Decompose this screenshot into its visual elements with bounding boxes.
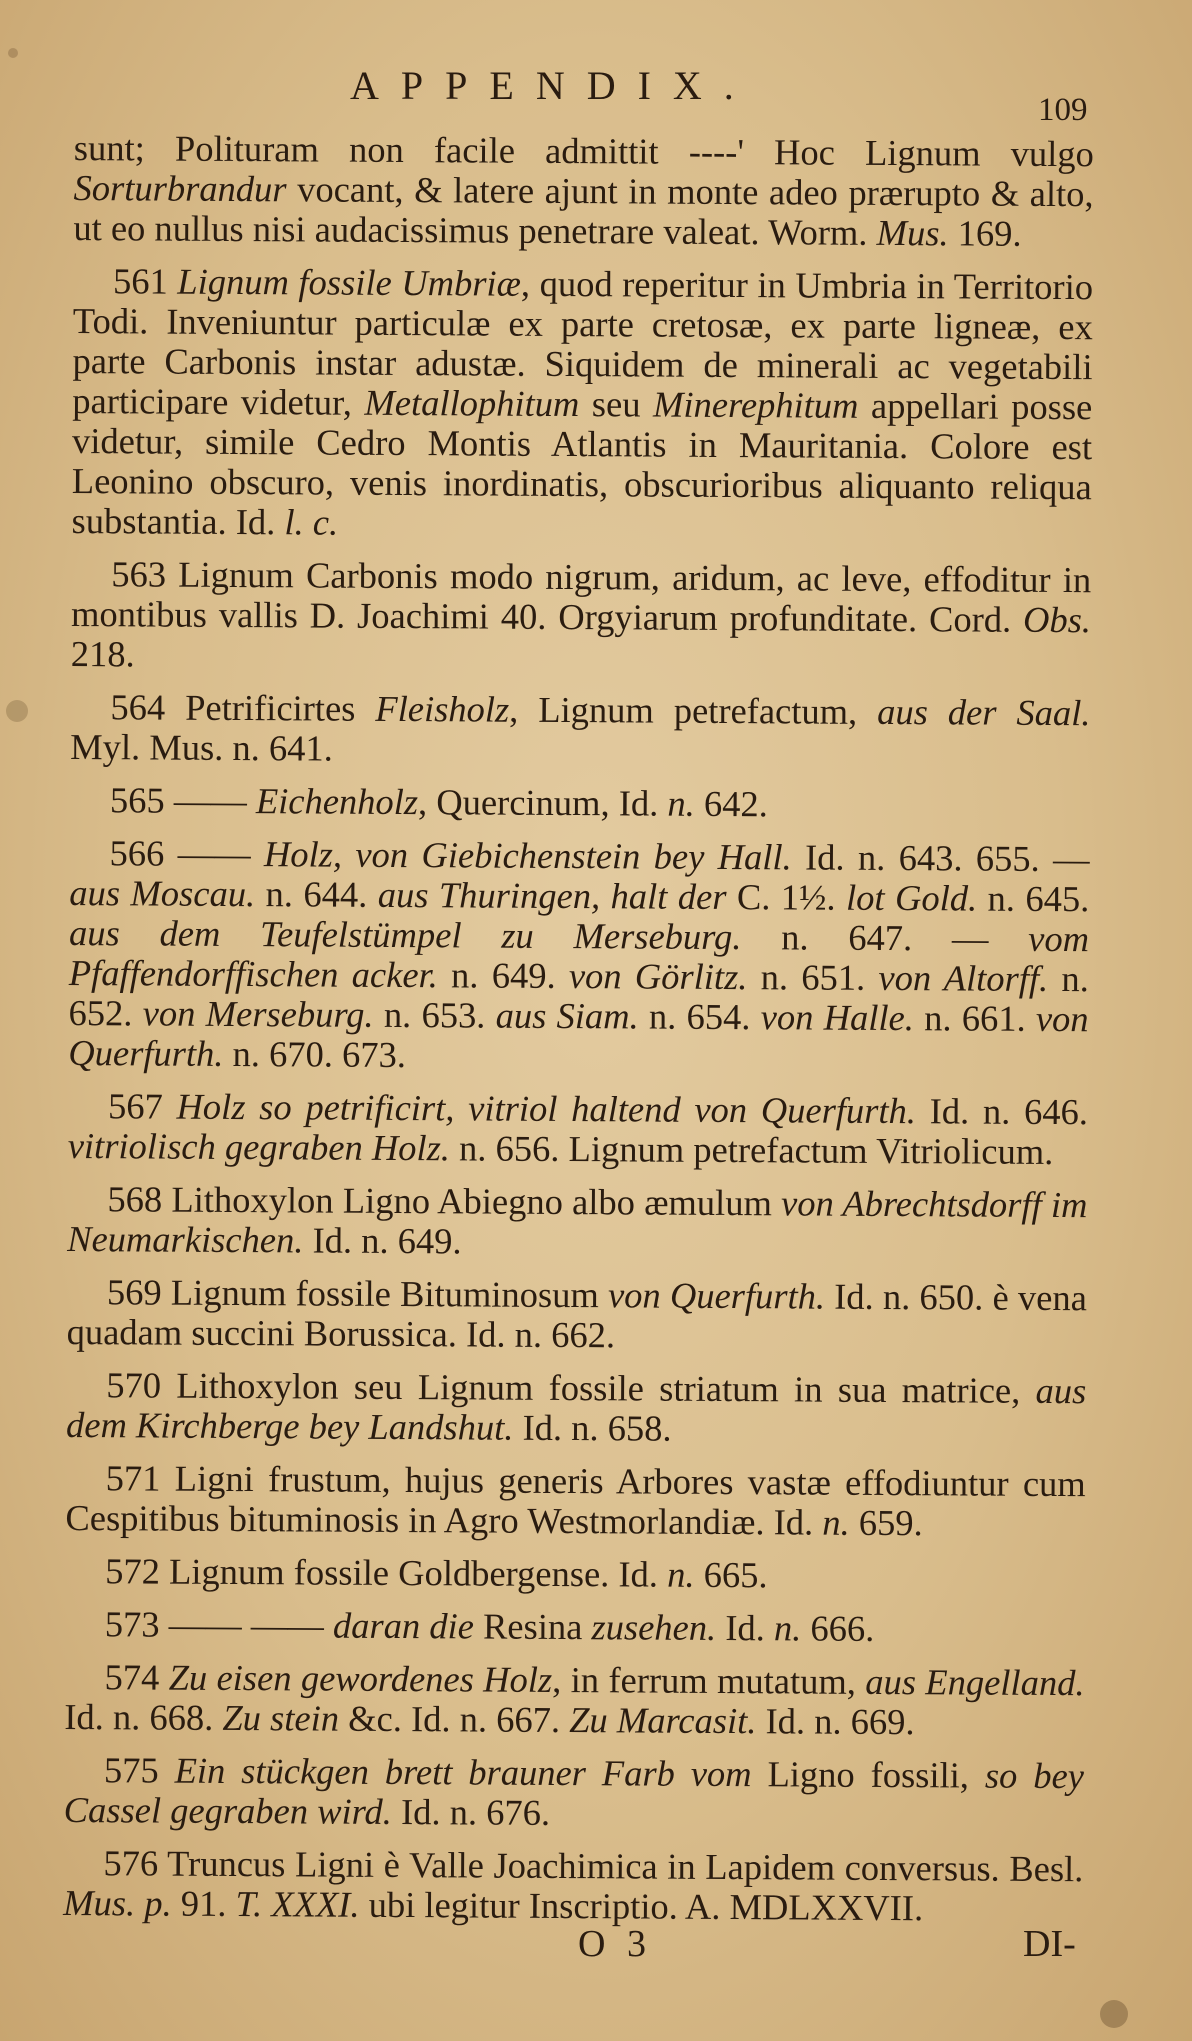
italic-text: Minerephitum — [652, 383, 859, 426]
text-run: ubi legitur Inscriptio. A. MDLXXVII. — [359, 1883, 924, 1929]
italic-text: Holz, von Giebichenstein bey Hall. — [263, 833, 792, 878]
catalog-entry — [67, 1272, 1087, 1358]
text-run: 575 — [103, 1749, 175, 1791]
italic-text: lot Gold. — [845, 876, 978, 919]
text-run: 91. — [171, 1882, 236, 1925]
italic-text: aus dem Teufelstümpel zu Merseburg. — [68, 911, 742, 958]
text-run: 574 — [104, 1656, 169, 1698]
catalog-entry — [65, 1551, 1085, 1597]
italic-text: von Querfurth. — [607, 1274, 826, 1317]
text-run: n. 645. — [977, 877, 1090, 920]
text-run: , in ferrum mutatum, — [552, 1658, 866, 1702]
text-run: n. 656. Lignum petrefactum Vitriolicum. — [449, 1127, 1054, 1173]
text-run: Id. n. 668. — [64, 1695, 223, 1738]
italic-text: vitriolisch gegraben Holz. — [67, 1124, 451, 1169]
text-run: 218. — [70, 632, 135, 675]
italic-text: Mus. p. — [63, 1881, 172, 1924]
text-run: Id. n. 649. — [303, 1219, 462, 1262]
catalog-entry — [70, 780, 1090, 826]
text-run: n. 651. — [747, 956, 879, 998]
text-run: , Lignum petrefactum, — [509, 688, 878, 732]
text-run: n. 670. 673. — [223, 1032, 407, 1076]
text-run: 642. — [694, 782, 768, 825]
italic-text: von Merseburg. — [142, 992, 374, 1035]
italic-text: Lignum fossile Umbriæ — [177, 260, 522, 304]
italic-text: Sorturbrandur — [73, 166, 287, 210]
text-run: Id. n. 650. è vena quadam succini Borussica. Id. n. 662. — [66, 1275, 1087, 1356]
italic-text: Zu stein — [222, 1696, 340, 1739]
italic-text: l. c. — [284, 501, 339, 543]
paper-stain — [6, 700, 28, 722]
text-run: , quod reperitur in Umbria in Territorio Todi. Inveniuntur particulæ ex parte cretosæ, ex parte ligneæ, ex parte Carbonis instar adustæ. Siquidem de minerali ac vegetabili participare videtur, — [72, 262, 1094, 423]
text-run: Id. n. 658. — [513, 1406, 672, 1449]
italic-text: aus dem Kirchberge bey Landshut. — [65, 1369, 1087, 1448]
text-run: n. 653. — [373, 993, 496, 1036]
text-run: n. 652. — [68, 957, 1089, 1034]
italic-text: von Querfurth. — [68, 997, 1089, 1074]
catalog-entry — [67, 1179, 1087, 1265]
text-run: n. 654. — [638, 995, 761, 1038]
text-run: 564 Petrificirtes — [110, 686, 376, 729]
italic-text: aus Siam. — [495, 994, 639, 1037]
italic-text: aus der Saal. — [877, 690, 1091, 734]
italic-text: von Halle. — [760, 996, 915, 1039]
text-run: 569 Lignum fossile Bituminosum — [106, 1271, 609, 1316]
italic-text: Ein stückgen brett brauner Farb vom — [174, 1749, 752, 1795]
italic-text: von Abrechtsdorff im Neumarkischen. — [67, 1182, 1088, 1261]
text-run: 566 —— — [109, 832, 265, 875]
text-run: C. 1½. — [726, 876, 847, 918]
text-run: n. 661. — [913, 997, 1037, 1039]
catalog-entry — [64, 1750, 1084, 1836]
text-run: Id. n. 676. — [391, 1790, 551, 1833]
text-run: Myl. Mus. n. 641. — [70, 725, 333, 769]
italic-text: Mus. — [876, 211, 949, 254]
text-run: 565 —— — [109, 779, 257, 822]
text-run: n. 644. — [255, 873, 378, 915]
italic-text: aus Thuringen, halt der — [377, 873, 727, 917]
italic-text: zusehen. — [591, 1606, 717, 1648]
text-run: vocant, & latere ajunt in monte adeo prærupto & alto, ut eo nullus nisi audacissimus penetrare valeat. Worm. — [73, 168, 1094, 253]
italic-text: daran die — [332, 1604, 475, 1647]
text-run: n. 649. — [437, 954, 570, 997]
paper-stain — [8, 48, 18, 58]
italic-text: vom Pfaffendorffischen acker. — [68, 917, 1090, 996]
catalog-entry — [68, 1086, 1088, 1172]
catalog-entry — [64, 1657, 1084, 1743]
italic-text: n. — [667, 1553, 695, 1595]
text-run: 563 Lignum Carbonis modo nigrum, aridum, ac leve, effoditur in montibus vallis D. Joachimi 40. Orgyiarum profunditate. Cord. — [70, 553, 1092, 640]
text-run: 561 — [112, 260, 178, 302]
italic-text: Obs. — [1022, 598, 1092, 641]
text-run: 573 —— —— — [104, 1603, 334, 1646]
italic-text: Fleisholz — [375, 687, 510, 730]
body-text — [63, 128, 1094, 1942]
italic-text: von Görlitz. — [568, 955, 748, 998]
text-run: sunt; Polituram non facile admittit ----' Hoc Lignum vulgo — [73, 127, 1094, 175]
text-run: 572 Lignum fossile Goldbergense. Id. — [105, 1550, 668, 1595]
catalog-entry — [70, 687, 1090, 773]
text-run: Resina — [473, 1605, 592, 1648]
italic-text: Zu Marcasit. — [569, 1699, 757, 1742]
text-run: , Quercinum, Id. — [417, 781, 668, 824]
paper-stain — [1100, 2000, 1128, 2028]
italic-text: Zu eisen gewordenes Holz — [168, 1656, 553, 1700]
catalog-entry — [68, 833, 1089, 1079]
italic-text: von Altorff. — [878, 956, 1049, 999]
page-footer — [578, 1922, 1098, 1966]
text-run: Id. n. 669. — [756, 1700, 915, 1743]
catalog-entry — [65, 1458, 1085, 1544]
italic-text: n. — [822, 1501, 850, 1543]
text-run: 576 Truncus Ligni è Valle Joachimica in Lapidem conversus. Besl. — [103, 1842, 1084, 1890]
signature-mark: O 3 — [578, 1923, 652, 1965]
text-run: 571 Ligni frustum, hujus generis Arbores vastæ effodiuntur cum Cespitibus bituminosis in Agro Westmorlandiæ. Id. — [65, 1457, 1086, 1543]
italic-text: n. — [773, 1607, 802, 1649]
italic-text: aus Engelland. — [865, 1660, 1085, 1704]
text-run: 659. — [849, 1501, 923, 1544]
text-run: Id. n. 646. — [915, 1090, 1089, 1133]
text-run: 666. — [801, 1607, 875, 1649]
continued-paragraph — [73, 128, 1094, 254]
catalog-entry — [71, 261, 1093, 547]
italic-text: Metallophitum — [364, 381, 580, 425]
catchword: DI- — [1023, 1923, 1076, 1965]
text-run: Id. n. 643. 655. — — [791, 836, 1090, 880]
running-header: APPENDIX. — [350, 63, 756, 108]
text-run: 665. — [694, 1553, 768, 1596]
italic-text: Eichenholz — [255, 780, 419, 823]
catalog-entry — [66, 1365, 1086, 1451]
page-number: 109 — [1038, 92, 1088, 128]
italic-text: T. XXXI. — [235, 1883, 360, 1925]
text-run: appellari posse videtur, simile Cedro Montis Atlantis in Mauritania. Colore est Leonino obscuro, venis inordinatis, obscurioribus aliquanto reliqua substantia. Id. — [71, 384, 1093, 543]
text-run: n. 647. — — [741, 916, 1029, 959]
italic-text: so bey Cassel gegraben wird. — [63, 1754, 1085, 1832]
text-run: Id. — [716, 1606, 775, 1649]
text-run: &c. Id. n. 667. — [338, 1697, 570, 1741]
italic-text: n. — [667, 782, 695, 824]
text-run: 568 Lithoxylon Ligno Abiegno albo æmulum — [107, 1178, 782, 1224]
catalog-entry — [63, 1843, 1083, 1929]
italic-text: aus Moscau. — [69, 871, 256, 915]
text-run: Ligno fossili, — [751, 1753, 986, 1796]
catalog-entry — [65, 1604, 1085, 1650]
catalog-entry — [71, 554, 1092, 680]
text-run: 570 Lithoxylon seu Lignum fossile striatum in sua matrice, — [106, 1364, 1036, 1411]
text-run: seu — [579, 383, 654, 425]
text-run: 567 — [107, 1085, 177, 1127]
text-run: 169. — [948, 212, 1022, 254]
italic-text: Holz so petrificirt, vitriol haltend von Querfurth. — [176, 1085, 917, 1132]
